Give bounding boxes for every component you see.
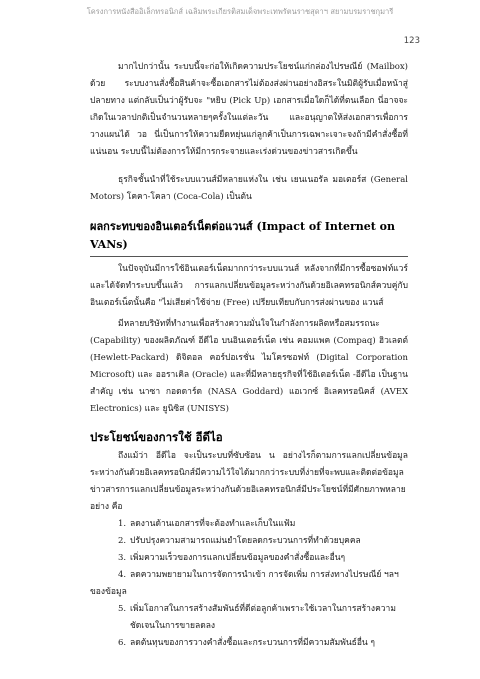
list-item-continuation: ของข้อมูล — [90, 587, 127, 597]
benefits-list-cont — [90, 601, 408, 652]
paragraph-internet-usage: ในปัจจุบันมีการใช้อินเตอร์เน็ตมากกว่าระบบแวนส์ หลังจากที่มีการซื้อซอฟท์แวร์และได้จัดทำระบบขึ้นแล้ว การแลกเปลี่ยนข้อมูลระหว่างกันด้วยอิเลคทรอนิกส์ควบคู่กับอินเตอร์เน็ตนั้นคือ "ไม่เสียค่าใช้จ่าย (Free) เปรียบเทียบกับการส่งผ่านของ แวนส์ — [90, 264, 408, 308]
list-item: 2. ปรับปรุงความสามารถแม่นยำโดยลดกระบวนการที่ทำด้วยบุคคล — [118, 536, 361, 546]
section-heading-impact: ผลกระทบของอินเตอร์เน็ตต่อแวนส์ (Impact of Internet on VANs) — [90, 218, 408, 257]
list-item: 6. ลดต้นทุนของการวางคำสั่งซื้อและกระบวนการที่มีความสัมพันธ์อื่น ๆ — [118, 638, 376, 648]
paragraph-benefits-intro: ถึงแม้ว่า อีดีไอ จะเป็นระบบที่ซับซ้อน น อย่างไรก็ตามการแลกเปลี่ยนข้อมูลระหว่างกันด้วยอิเลคทรอนิกส์มีความไว้ใจได้มากกว่าระบบที่ง่ายที่จะพบและติดต่อข้อมูลข่าวสารการแลกเปลี่ยนข้อมูลระหว่างกันด้วยอิเลคทรอนิกส์มีประโยชน์ที่มีศักยภาพหลายอย่าง คือ — [90, 451, 408, 512]
page-body — [90, 59, 408, 652]
benefits-list — [90, 516, 408, 584]
list-item: 4. ลดความพยายามในการจัดการนำเข้า การจัดเพิ่ม การส่งทางไปรษณีย์ ฯลฯ — [118, 570, 399, 580]
list-item: 5. เพิ่มโอกาสในการสร้างสัมพันธ์ที่ดีต่อลูกค้าเพราะใช้เวลาในการสร้างความชัดเจนในการขายลดลง — [118, 604, 396, 631]
paragraph-vans-users: ธุรกิจชั้นนำที่ใช้ระบบแวนส์มีหลายแห่งใน เช่น เยนเนอรัล มอเตอร์ส (General Motors) โคคา-โคลา (Coca-Cola) เป็นต้น — [90, 175, 408, 202]
paragraph-mailbox: มากไปกว่านั้น ระบบนี้จะก่อให้เกิดความประโยชน์แก่กล่องไปรษณีย์ (Mailbox) ด้วย ระบบงานสั่งซื้อสินค้าจะซื้อเอกสารไม่ต้องส่งผ่านอย่างอิสระในมิติผู้รับเมื่อหน้าสู่ปลายทาง แต่กลับเป็นว่าผู้รับจะ "หยิบ (Pick Up) เอกสารเมื่อใดก็ได้ที่ตนเลือก นี่อาจจะเกิดในเวลาปกติเป็นจำนวนหลายๆครั้งในแต่ละวัน และอนุญาตให้ส่งเอกสารเพื่อการวางแผนได้ วอ นี่เป็นการให้ความยืดหยุ่นแก่ลูกค้าเป็นการเฉพาะเจาะจงถ้ามีคำสั่งซื้อที่แน่นอน ระบบนี้ไม่ต้องการให้มีการกระจายและเร่งด่วนของข่าวสารเกิดขึ้น — [90, 62, 408, 157]
section-heading-benefits: ประโยชน์ของการใช้ อีดีไอ — [90, 430, 223, 444]
paragraph-companies: มีหลายบริษัทที่ทำงานเพื่อสร้างความมั่นใจในกำลังการผลิตหรือสมรรถนะ (Capability) ของผลิตภัณฑ์ อีดีไอ บนอินเตอร์เน็ต เช่น คอมแพค (Compaq) ฮิวเลตต์ (Hewlett-Packard) ดิจิตอล คอร์ปอเรชั่น ไมโครซอฟท์ (Digital Corporation Microsoft) และ ออราเคิล (Oracle) และที่มีหลายธุรกิจที่ใช้อิเตอร์เน็ต -อีดีไอ เป็นฐานสำคัญ เช่น นาซา กอดดาร์ด (NASA Goddard) แอเวกซ์ อิเลคทรอนิคส์ (AVEX Electronics) และ ยูนิซิส (UNISYS) — [90, 319, 408, 414]
page-number: 123 — [403, 36, 420, 46]
page-header: โครงการหนังสืออิเล็กทรอนิกส์ เฉลิมพระเกียรติสมเด็จพระเทพรัตนราชสุดาฯ สยามบรมราชกุมารี — [86, 7, 394, 16]
list-item: 1. ลดงานด้านเอกสารที่จะต้องทำและเก็บในแฟ้ม — [118, 519, 296, 529]
list-item: 3. เพิ่มความเร็วของการแลกเปลี่ยนข้อมูลของคำสั่งซื้อและอื่นๆ — [118, 553, 346, 563]
